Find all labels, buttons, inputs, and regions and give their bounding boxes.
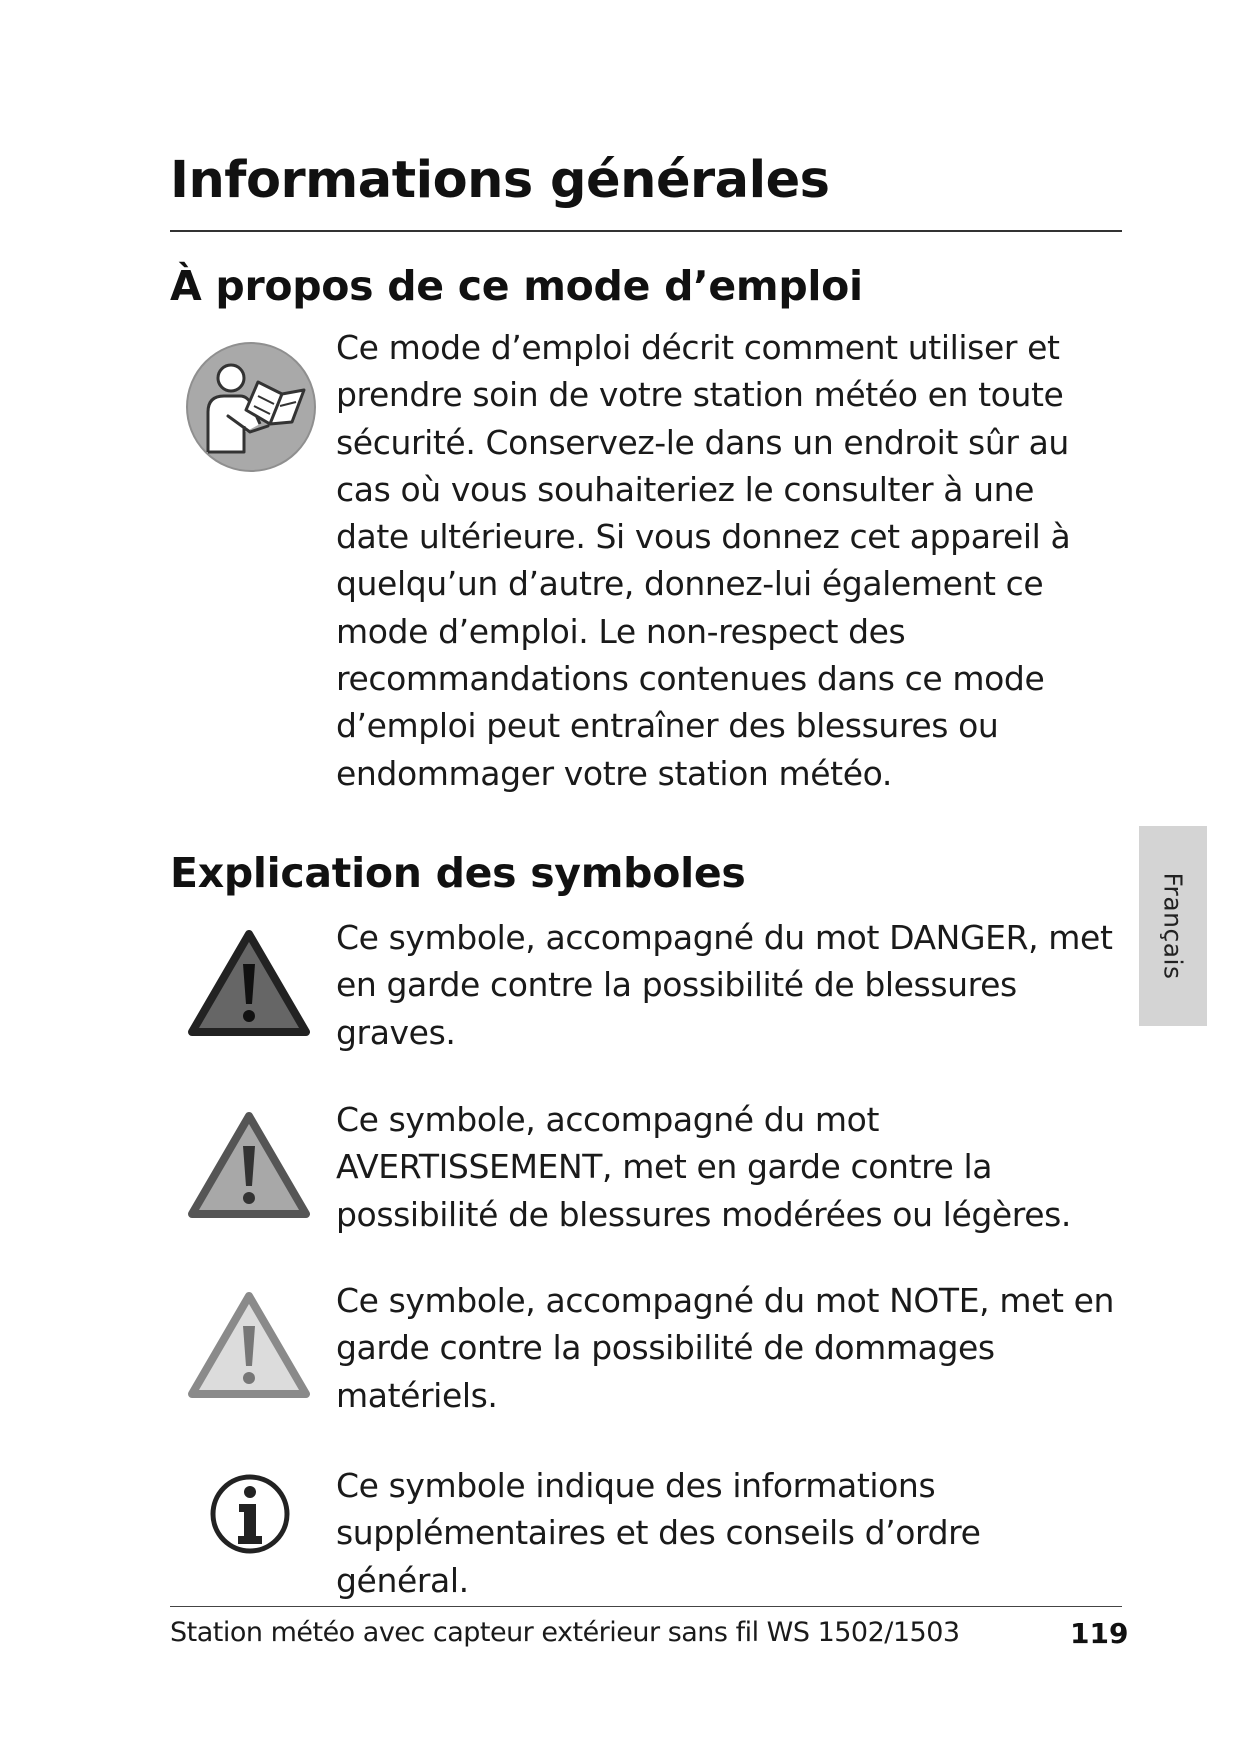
section-title-about: À propos de ce mode d’emploi [170, 262, 863, 310]
section-title-symbols: Explication des symboles [170, 849, 746, 897]
info-icon [208, 1472, 292, 1556]
title-divider [170, 230, 1122, 232]
danger-triangle-icon [186, 928, 312, 1040]
page-title: Informations générales [170, 151, 830, 210]
warning-triangle-icon [186, 1110, 312, 1222]
warning-description: Ce symbole, accompagné du mot AVERTISSEMENT, met en garde contre la possibilité de blessures modérées ou légères. [336, 1100, 1072, 1234]
note-description: Ce symbole, accompagné du mot NOTE, met en garde contre la possibilité de dommages matériels. [336, 1281, 1115, 1415]
footer-divider [170, 1606, 1122, 1607]
about-paragraph: Ce mode d’emploi décrit comment utiliser et prendre soin de votre station météo en toute sécurité. Conservez-le dans un endroit sûr au cas où vous souhaiteriez le consulter à une date ultérieure. Si vous donnez cet appareil à quelqu’un d’autre, donnez-lui également ce mode d’emploi. Le non-respect des recommandations contenues dans ce mode d’emploi peut entraîner des blessures ou endommager votre station météo. [336, 328, 1071, 793]
language-tab-label: Français [1158, 872, 1188, 980]
read-manual-icon [184, 340, 318, 474]
info-description: Ce symbole indique des informations supplémentaires et des conseils d’ordre général. [336, 1466, 981, 1600]
danger-description: Ce symbole, accompagné du mot DANGER, met en garde contre la possibilité de blessures graves. [336, 918, 1113, 1052]
language-tab [1139, 826, 1207, 1026]
note-triangle-icon [186, 1290, 312, 1402]
page-number: 119 [1070, 1617, 1129, 1650]
footer-product-name: Station météo avec capteur extérieur sans fil WS 1502/1503 [170, 1617, 960, 1648]
